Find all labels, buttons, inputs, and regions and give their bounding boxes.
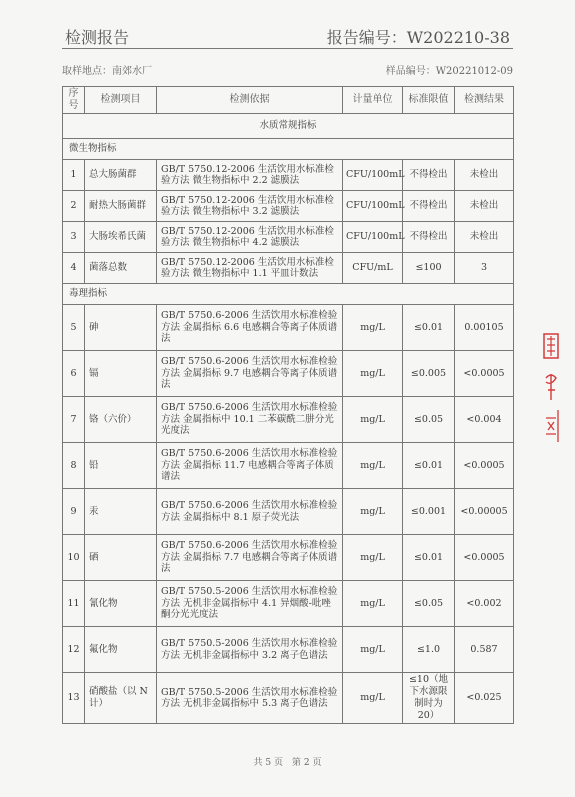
table-row xyxy=(63,535,514,581)
cell-item: 菌落总数 xyxy=(85,253,157,284)
sampling-location xyxy=(62,62,152,77)
cell-unit: CFU/mL xyxy=(343,253,403,284)
cell-result: <0.0005 xyxy=(455,443,514,489)
col-header-no: 序号 xyxy=(63,87,85,114)
sampling-location-label: 取样地点： xyxy=(62,66,112,77)
cell-basis: GB/T 5750.6-2006 生活饮用水标准检验方法 金属指标 6.6 电感耦合等离子体质谱法 xyxy=(157,305,343,351)
cell-limit: ≤100 xyxy=(403,253,455,284)
cell-result: 3 xyxy=(455,253,514,284)
page-header xyxy=(65,22,510,48)
report-number-value: W202210-38 xyxy=(406,28,510,47)
table-row xyxy=(63,627,514,673)
cell-unit: CFU/100mL xyxy=(343,222,403,253)
cell-unit: mg/L xyxy=(343,627,403,673)
cell-limit: ≤1.0 xyxy=(403,627,455,673)
report-number xyxy=(327,25,510,48)
cell-limit: 不得检出 xyxy=(403,222,455,253)
cell-limit: ≤0.05 xyxy=(403,581,455,627)
cell-unit: mg/L xyxy=(343,443,403,489)
cell-limit: ≤0.05 xyxy=(403,397,455,443)
cell-item: 氟化物 xyxy=(85,627,157,673)
page-footer: 共 5 页 第 2 页 xyxy=(253,758,322,768)
table-row xyxy=(63,253,514,284)
cell-no: 1 xyxy=(63,160,85,191)
cell-basis: GB/T 5750.6-2006 生活饮用水标准检验方法 金属指标中 10.1 二苯碳酰二肼分光光度法 xyxy=(157,397,343,443)
red-stamp-fragment xyxy=(540,330,562,450)
cell-basis: GB/T 5750.6-2006 生活饮用水标准检验方法 金属指标 9.7 电感耦合等离子体质谱法 xyxy=(157,351,343,397)
cell-basis: GB/T 5750.6-2006 生活饮用水标准检验方法 金属指标中 8.1 原子荧光法 xyxy=(157,489,343,535)
cell-limit: ≤0.01 xyxy=(403,443,455,489)
col-header-result: 检测结果 xyxy=(455,87,514,114)
cell-result: <0.025 xyxy=(455,673,514,724)
cell-result: <0.004 xyxy=(455,397,514,443)
table-row xyxy=(63,191,514,222)
cell-no: 7 xyxy=(63,397,85,443)
cell-no: 12 xyxy=(63,627,85,673)
cell-unit: mg/L xyxy=(343,351,403,397)
cell-item: 总大肠菌群 xyxy=(85,160,157,191)
cell-limit: 不得检出 xyxy=(403,160,455,191)
cell-basis: GB/T 5750.12-2006 生活饮用水标准检验方法 微生物指标中 2.2 滤膜法 xyxy=(157,160,343,191)
cell-basis: GB/T 5750.12-2006 生活饮用水标准检验方法 微生物指标中 3.2 滤膜法 xyxy=(157,191,343,222)
section-title-row xyxy=(63,114,514,139)
table-row xyxy=(63,222,514,253)
cell-item: 硝酸盐（以 N 计） xyxy=(85,673,157,724)
sample-number xyxy=(386,62,513,77)
cell-no: 4 xyxy=(63,253,85,284)
cell-result: <0.00005 xyxy=(455,489,514,535)
cell-result: 0.00105 xyxy=(455,305,514,351)
cell-result: <0.002 xyxy=(455,581,514,627)
table-row xyxy=(63,160,514,191)
group-header-row xyxy=(63,284,514,305)
cell-no: 3 xyxy=(63,222,85,253)
header-divider xyxy=(62,48,513,49)
cell-no: 13 xyxy=(63,673,85,724)
group-header-row xyxy=(63,139,514,160)
cell-limit: ≤10（地下水源限制时为 20） xyxy=(403,673,455,724)
section-title: 水质常规指标 xyxy=(63,114,514,139)
cell-basis: GB/T 5750.5-2006 生活饮用水标准检验方法 无机非金属指标中 3.2 离子色谱法 xyxy=(157,627,343,673)
cell-limit: 不得检出 xyxy=(403,191,455,222)
col-header-basis: 检测依据 xyxy=(157,87,343,114)
table-row xyxy=(63,443,514,489)
table-row xyxy=(63,351,514,397)
sampling-location-value: 南郊水厂 xyxy=(112,66,152,77)
cell-item: 氰化物 xyxy=(85,581,157,627)
cell-limit: ≤0.01 xyxy=(403,305,455,351)
col-header-unit: 计量单位 xyxy=(343,87,403,114)
cell-limit: ≤0.01 xyxy=(403,535,455,581)
cell-item: 砷 xyxy=(85,305,157,351)
cell-no: 11 xyxy=(63,581,85,627)
cell-unit: mg/L xyxy=(343,535,403,581)
cell-result: 未检出 xyxy=(455,222,514,253)
table-header-row xyxy=(63,87,514,114)
table-row xyxy=(63,397,514,443)
cell-item: 铬（六价） xyxy=(85,397,157,443)
cell-item: 硒 xyxy=(85,535,157,581)
col-header-item: 检测项目 xyxy=(85,87,157,114)
cell-result: 未检出 xyxy=(455,160,514,191)
cell-unit: CFU/100mL xyxy=(343,191,403,222)
document-title: 检测报告 xyxy=(65,28,130,47)
cell-basis: GB/T 5750.12-2006 生活饮用水标准检验方法 微生物指标中 4.2 滤膜法 xyxy=(157,222,343,253)
cell-no: 8 xyxy=(63,443,85,489)
cell-unit: mg/L xyxy=(343,581,403,627)
cell-no: 5 xyxy=(63,305,85,351)
cell-limit: ≤0.001 xyxy=(403,489,455,535)
results-table xyxy=(62,86,514,724)
cell-unit: mg/L xyxy=(343,397,403,443)
cell-item: 汞 xyxy=(85,489,157,535)
cell-limit: ≤0.005 xyxy=(403,351,455,397)
cell-item: 大肠埃希氏菌 xyxy=(85,222,157,253)
cell-result: 0.587 xyxy=(455,627,514,673)
cell-item: 镉 xyxy=(85,351,157,397)
group-title: 毒理指标 xyxy=(63,284,514,305)
table-row xyxy=(63,673,514,724)
group-title: 微生物指标 xyxy=(63,139,514,160)
report-number-label: 报告编号： xyxy=(326,28,407,47)
cell-no: 9 xyxy=(63,489,85,535)
sample-info xyxy=(62,62,513,77)
cell-unit: mg/L xyxy=(343,673,403,724)
sample-number-label: 样品编号： xyxy=(385,66,436,77)
cell-result: <0.0005 xyxy=(455,351,514,397)
cell-no: 10 xyxy=(63,535,85,581)
cell-basis: GB/T 5750.5-2006 生活饮用水标准检验方法 无机非金属指标中 5.3 离子色谱法 xyxy=(157,673,343,724)
cell-basis: GB/T 5750.5-2006 生活饮用水标准检验方法 无机非金属指标中 4.1 异烟酸-吡唑酮分光光度法 xyxy=(157,581,343,627)
cell-unit: mg/L xyxy=(343,305,403,351)
col-header-limit: 标准限值 xyxy=(403,87,455,114)
cell-no: 2 xyxy=(63,191,85,222)
cell-item: 铅 xyxy=(85,443,157,489)
table-row xyxy=(63,489,514,535)
sample-number-value: W20221012-09 xyxy=(435,66,513,77)
table-row xyxy=(63,581,514,627)
cell-basis: GB/T 5750.6-2006 生活饮用水标准检验方法 金属指标 11.7 电感耦合等离子体质谱法 xyxy=(157,443,343,489)
cell-basis: GB/T 5750.6-2006 生活饮用水标准检验方法 金属指标 7.7 电感耦合等离子体质谱法 xyxy=(157,535,343,581)
cell-item: 耐热大肠菌群 xyxy=(85,191,157,222)
cell-result: <0.0005 xyxy=(455,535,514,581)
cell-basis: GB/T 5750.12-2006 生活饮用水标准检验方法 微生物指标中 1.1 平皿计数法 xyxy=(157,253,343,284)
cell-result: 未检出 xyxy=(455,191,514,222)
cell-unit: CFU/100mL xyxy=(343,160,403,191)
cell-no: 6 xyxy=(63,351,85,397)
table-row xyxy=(63,305,514,351)
cell-unit: mg/L xyxy=(343,489,403,535)
